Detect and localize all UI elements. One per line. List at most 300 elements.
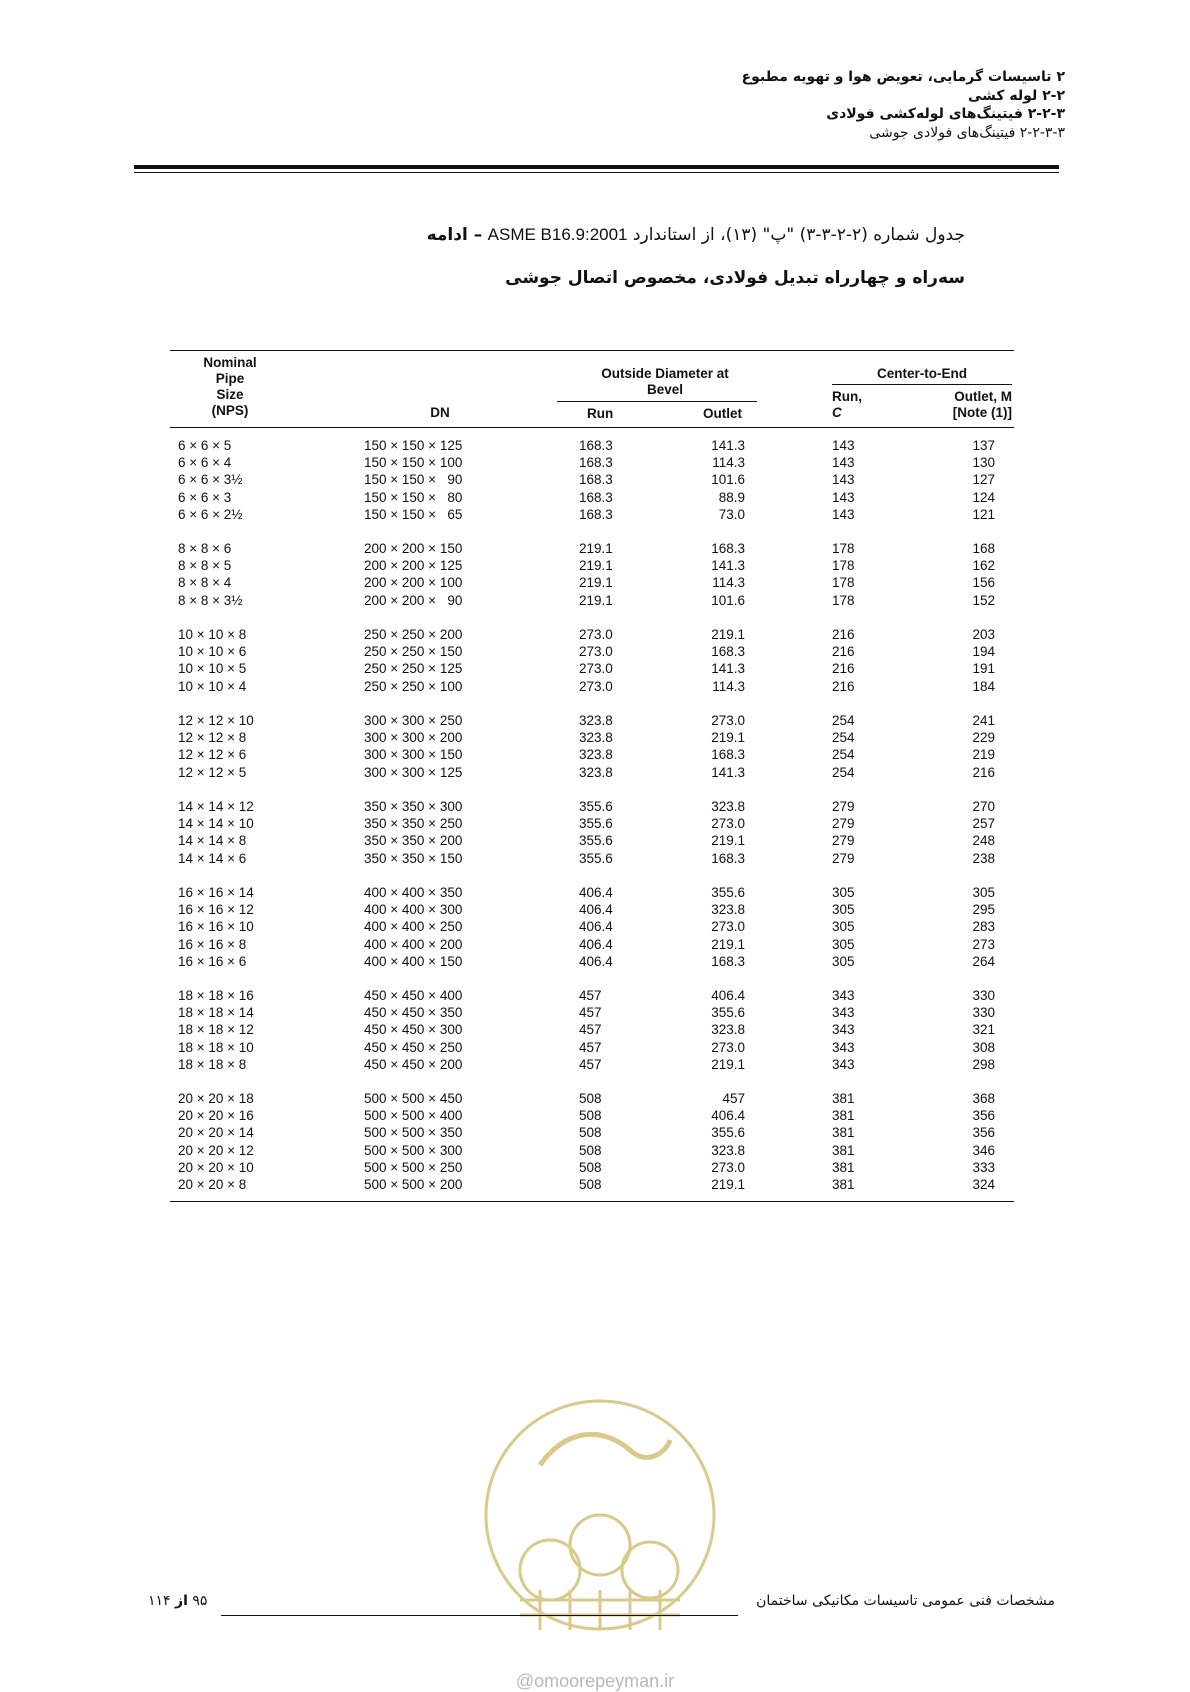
cell-nps: 20 × 20 × 8 (178, 1176, 247, 1192)
cell-nps: 8 × 8 × 3½ (178, 592, 243, 608)
cell-nps: 18 × 18 × 16 (178, 988, 254, 1003)
cell-od-outlet: 355.6 (711, 1005, 745, 1021)
cell-od-outlet: 168.3 (711, 850, 745, 866)
cell-dn: 400 × 400 × 200 (364, 936, 463, 952)
cell-cte-outlet: 194 (972, 644, 995, 660)
cell-od-outlet: 101.6 (711, 592, 745, 608)
cell-cte-run: 381 (832, 1108, 855, 1124)
cell-cte-outlet: 346 (972, 1142, 995, 1158)
seal-watermark-icon (480, 1395, 720, 1635)
cell-cte-outlet: 356 (972, 1125, 995, 1141)
cell-nps: 20 × 20 × 18 (178, 1091, 254, 1106)
cell-dn: 250 × 250 × 100 (364, 678, 463, 694)
cell-cte-outlet: 264 (972, 953, 995, 969)
cell-cte-outlet: 184 (972, 678, 995, 694)
cell-od-run: 219.1 (579, 541, 613, 556)
table-row (170, 712, 1014, 729)
cell-dn: 250 × 250 × 200 (364, 627, 463, 642)
cell-od-outlet: 73.0 (718, 506, 745, 522)
cell-od-outlet: 355.6 (711, 885, 745, 900)
cell-cte-outlet: 330 (972, 988, 995, 1003)
cell-cte-outlet: 156 (972, 575, 995, 591)
table-group-8 (170, 540, 1014, 609)
cell-cte-run: 279 (832, 833, 855, 849)
cell-od-run: 355.6 (579, 799, 613, 814)
cell-cte-run: 143 (832, 438, 855, 453)
cell-dn: 450 × 450 × 200 (364, 1056, 463, 1072)
cell-od-outlet: 323.8 (711, 1142, 745, 1158)
header-od-line-1: Outside Diameter at (601, 366, 729, 381)
page-total: ۱۱۴ (148, 1593, 171, 1609)
cell-cte-outlet: 257 (972, 816, 995, 832)
table-row (170, 489, 1014, 506)
cell-dn: 350 × 350 × 200 (364, 833, 463, 849)
table-top-rule (170, 350, 1014, 351)
cell-cte-run: 143 (832, 489, 855, 505)
cell-od-run: 508 (579, 1176, 602, 1192)
cell-dn: 300 × 300 × 150 (364, 747, 463, 763)
cell-dn: 450 × 450 × 300 (364, 1022, 463, 1038)
cell-od-outlet: 141.3 (711, 661, 745, 677)
table-group-14 (170, 798, 1014, 867)
cell-cte-run: 343 (832, 988, 855, 1003)
table-row (170, 798, 1014, 815)
cell-dn: 400 × 400 × 150 (364, 953, 463, 969)
cell-od-outlet: 273.0 (711, 1039, 745, 1055)
cell-od-outlet: 219.1 (711, 1056, 745, 1072)
table-group-16 (170, 884, 1014, 970)
watermark-site: @omoorepeyman.ir (515, 1671, 675, 1691)
cell-cte-outlet: 241 (972, 713, 995, 728)
cell-od-run: 273.0 (579, 661, 613, 677)
cell-cte-run: 254 (832, 764, 855, 780)
cell-nps: 14 × 14 × 12 (178, 799, 254, 814)
cell-cte-outlet: 356 (972, 1108, 995, 1124)
table-row (170, 1176, 1014, 1193)
cell-cte-outlet: 270 (972, 799, 995, 814)
cell-od-run: 406.4 (579, 919, 613, 935)
cell-od-run: 457 (579, 1039, 602, 1055)
cell-cte-run: 279 (832, 850, 855, 866)
cell-dn: 200 × 200 × 150 (364, 541, 463, 556)
cell-od-run: 323.8 (579, 764, 613, 780)
cell-cte-run: 143 (832, 472, 855, 488)
cell-od-run: 355.6 (579, 816, 613, 832)
cell-od-run: 168.3 (579, 455, 613, 471)
cell-cte-run: 254 (832, 730, 855, 746)
cell-cte-outlet: 137 (972, 438, 995, 453)
cell-dn: 250 × 250 × 150 (364, 644, 463, 660)
cell-od-run: 457 (579, 988, 602, 1003)
table-subtitle: سه‌راه و چهارراه تبدیل فولادی، مخصوص اتصال جوشی (505, 268, 965, 288)
cell-cte-run: 216 (832, 627, 855, 642)
cell-cte-run: 279 (832, 799, 855, 814)
cell-cte-run: 305 (832, 953, 855, 969)
header-rule-thick (134, 165, 1059, 169)
cell-dn: 400 × 400 × 350 (364, 885, 463, 900)
cell-cte-run: 178 (832, 541, 855, 556)
cell-nps: 12 × 12 × 5 (178, 764, 247, 780)
header-cte-outlet (930, 389, 1012, 421)
cell-od-run: 508 (579, 1159, 602, 1175)
cell-cte-run: 381 (832, 1091, 855, 1106)
footer-rule (221, 1615, 738, 1616)
table-caption (165, 225, 965, 245)
table-row (170, 1107, 1014, 1124)
cell-od-run: 457 (579, 1022, 602, 1038)
cell-nps: 20 × 20 × 10 (178, 1159, 254, 1175)
cell-od-outlet: 168.3 (711, 541, 745, 556)
cell-dn: 350 × 350 × 300 (364, 799, 463, 814)
cell-dn: 200 × 200 × 90 (364, 592, 463, 608)
cell-cte-run: 178 (832, 575, 855, 591)
cell-dn: 500 × 500 × 400 (364, 1108, 463, 1124)
table-row (170, 901, 1014, 918)
cell-dn: 350 × 350 × 150 (364, 850, 463, 866)
cell-dn: 150 × 150 × 125 (364, 438, 463, 453)
table-row (170, 1021, 1014, 1038)
cell-od-outlet: 273.0 (711, 1159, 745, 1175)
header-cte-run-line-1: Run, (832, 389, 862, 404)
header-line-4: ۲-۲-۳-۳ فیتینگ‌های فولادی جوشی (869, 124, 1065, 141)
cell-od-outlet: 114.3 (712, 455, 745, 471)
cell-od-run: 273.0 (579, 644, 613, 660)
cell-cte-run: 343 (832, 1039, 855, 1055)
cell-nps: 8 × 8 × 5 (178, 558, 232, 574)
table-row (170, 1159, 1014, 1176)
cell-od-outlet: 457 (722, 1091, 745, 1106)
cell-cte-run: 305 (832, 919, 855, 935)
cell-dn: 150 × 150 × 80 (364, 489, 463, 505)
cell-nps: 20 × 20 × 14 (178, 1125, 254, 1141)
cell-cte-outlet: 321 (972, 1022, 995, 1038)
table-row (170, 918, 1014, 935)
cell-od-run: 457 (579, 1005, 602, 1021)
cell-od-outlet: 114.3 (712, 575, 745, 591)
cell-nps: 18 × 18 × 14 (178, 1005, 254, 1021)
cell-od-outlet: 273.0 (711, 816, 745, 832)
cell-od-outlet: 168.3 (711, 953, 745, 969)
cell-cte-outlet: 333 (972, 1159, 995, 1175)
cell-cte-outlet: 219 (972, 747, 995, 763)
cell-od-run: 219.1 (579, 575, 613, 591)
cell-cte-outlet: 168 (972, 541, 995, 556)
cell-cte-outlet: 124 (972, 489, 995, 505)
cell-od-outlet: 406.4 (711, 988, 745, 1003)
cell-nps: 20 × 20 × 12 (178, 1142, 254, 1158)
table-row (170, 471, 1014, 488)
cell-od-outlet: 273.0 (711, 713, 745, 728)
header-nps-line-2: Pipe (215, 371, 245, 386)
cell-od-run: 219.1 (579, 558, 613, 574)
cell-nps: 6 × 6 × 3½ (178, 472, 243, 488)
cell-dn: 450 × 450 × 400 (364, 988, 463, 1003)
table-row (170, 1004, 1014, 1021)
cell-cte-run: 178 (832, 592, 855, 608)
cell-cte-outlet: 238 (972, 850, 995, 866)
cell-cte-run: 143 (832, 455, 855, 471)
cell-od-run: 323.8 (579, 730, 613, 746)
cell-cte-outlet: 191 (972, 661, 995, 677)
cell-cte-outlet: 229 (972, 730, 995, 746)
table-row (170, 454, 1014, 471)
cell-cte-outlet: 298 (972, 1056, 995, 1072)
cell-cte-run: 381 (832, 1159, 855, 1175)
cell-cte-run: 381 (832, 1176, 855, 1192)
cell-cte-outlet: 121 (972, 506, 995, 522)
cell-cte-outlet: 130 (972, 455, 995, 471)
cell-dn: 150 × 150 × 100 (364, 455, 463, 471)
table-row (170, 643, 1014, 660)
header-cte-run (832, 389, 862, 421)
cell-cte-outlet: 152 (972, 592, 995, 608)
cell-nps: 12 × 12 × 10 (178, 713, 254, 728)
cell-dn: 200 × 200 × 125 (364, 558, 463, 574)
cell-cte-outlet: 127 (972, 472, 995, 488)
header-od-outlet: Outlet (703, 406, 742, 421)
cell-od-run: 168.3 (579, 438, 613, 453)
header-cte-run-line-2: C (832, 405, 842, 420)
header-dn: DN (430, 405, 450, 420)
cell-nps: 10 × 10 × 4 (178, 678, 247, 694)
cell-nps: 6 × 6 × 2½ (178, 506, 243, 522)
cell-cte-run: 254 (832, 747, 855, 763)
cell-dn: 450 × 450 × 350 (364, 1005, 463, 1021)
cell-cte-outlet: 283 (972, 919, 995, 935)
cell-dn: 400 × 400 × 250 (364, 919, 463, 935)
table-row (170, 1039, 1014, 1056)
cell-od-outlet: 168.3 (711, 747, 745, 763)
cell-cte-run: 343 (832, 1022, 855, 1038)
cell-od-outlet: 141.3 (711, 558, 745, 574)
od-group-rule (557, 401, 757, 402)
cell-od-outlet: 219.1 (711, 730, 745, 746)
table-row (170, 832, 1014, 849)
cell-od-outlet: 323.8 (711, 902, 745, 918)
cell-cte-outlet: 330 (972, 1005, 995, 1021)
cell-dn: 150 × 150 × 65 (364, 506, 463, 522)
caption-continued: – ادامه (426, 225, 483, 245)
cell-cte-run: 279 (832, 816, 855, 832)
cte-group-rule (832, 384, 1012, 385)
cell-nps: 16 × 16 × 6 (178, 953, 247, 969)
cell-cte-outlet: 324 (972, 1176, 995, 1192)
table-row (170, 1142, 1014, 1159)
table-row (170, 936, 1014, 953)
cell-od-outlet: 141.3 (711, 438, 745, 453)
table-row (170, 506, 1014, 523)
table-row (170, 987, 1014, 1004)
cell-cte-outlet: 308 (972, 1039, 995, 1055)
cell-od-outlet: 406.4 (711, 1108, 745, 1124)
cell-dn: 300 × 300 × 200 (364, 730, 463, 746)
table-row (170, 592, 1014, 609)
cell-dn: 500 × 500 × 300 (364, 1142, 463, 1158)
header-rule-thin (134, 172, 1059, 173)
header-line-1: ۲ تاسیسات گرمایی، تعویض هوا و تهویه مطبوع (741, 69, 1065, 85)
cell-nps: 18 × 18 × 12 (178, 1022, 254, 1038)
cell-nps: 10 × 10 × 8 (178, 627, 247, 642)
table-row (170, 557, 1014, 574)
cell-od-outlet: 219.1 (711, 627, 745, 642)
cell-od-run: 457 (579, 1056, 602, 1072)
cell-od-run: 355.6 (579, 850, 613, 866)
table-row (170, 884, 1014, 901)
table-row (170, 850, 1014, 867)
cell-dn: 450 × 450 × 250 (364, 1039, 463, 1055)
cell-nps: 10 × 10 × 6 (178, 644, 247, 660)
cell-dn: 500 × 500 × 450 (364, 1091, 463, 1106)
cell-od-run: 406.4 (579, 885, 613, 900)
table-header (170, 350, 1014, 351)
caption-prefix: جدول شماره (۲-۲-۳-۳) "پ" (۱۳)، از استاندارد (632, 225, 965, 245)
cell-dn: 500 × 500 × 350 (364, 1125, 463, 1141)
caption-standard: ASME B16.9:2001 (487, 225, 628, 244)
cell-cte-outlet: 162 (972, 558, 995, 574)
table-group-18 (170, 987, 1014, 1073)
table-row (170, 815, 1014, 832)
cell-nps: 16 × 16 × 12 (178, 902, 254, 918)
cell-od-outlet: 141.3 (711, 764, 745, 780)
cell-cte-run: 305 (832, 936, 855, 952)
header-nps-line-1: Nominal (203, 355, 257, 370)
header-nps (180, 355, 280, 419)
cell-cte-run: 381 (832, 1125, 855, 1141)
cell-cte-outlet: 216 (972, 764, 995, 780)
header-bottom-rule (170, 427, 1014, 428)
cell-dn: 250 × 250 × 125 (364, 661, 463, 677)
cell-nps: 20 × 20 × 16 (178, 1108, 254, 1124)
cell-cte-outlet: 295 (972, 902, 995, 918)
cell-nps: 8 × 8 × 6 (178, 541, 232, 556)
cell-nps: 18 × 18 × 8 (178, 1056, 247, 1072)
cell-cte-run: 254 (832, 713, 855, 728)
document-title: مشخصات فنی عمومی تاسیسات مکانیکی ساختمان (756, 1593, 1055, 1609)
header-od-line-2: Bevel (646, 382, 684, 397)
cell-cte-run: 216 (832, 661, 855, 677)
cell-od-run: 323.8 (579, 713, 613, 728)
header-nps-line-4: (NPS) (211, 403, 249, 418)
cell-nps: 14 × 14 × 8 (178, 833, 247, 849)
cell-cte-run: 305 (832, 902, 855, 918)
cell-od-outlet: 323.8 (711, 799, 745, 814)
cell-nps: 16 × 16 × 10 (178, 919, 254, 935)
cell-od-run: 168.3 (579, 472, 613, 488)
cell-dn: 500 × 500 × 250 (364, 1159, 463, 1175)
cell-dn: 150 × 150 × 90 (364, 472, 463, 488)
table-group-12 (170, 712, 1014, 781)
cell-od-run: 508 (579, 1142, 602, 1158)
cell-od-outlet: 219.1 (711, 833, 745, 849)
cell-od-run: 168.3 (579, 489, 613, 505)
table-row (170, 764, 1014, 781)
cell-cte-run: 216 (832, 644, 855, 660)
page-number (148, 1593, 207, 1609)
cell-od-outlet: 355.6 (711, 1125, 745, 1141)
header-line-2: ۲-۲ لوله کشی (968, 87, 1065, 104)
table-row (170, 437, 1014, 454)
cell-nps: 14 × 14 × 6 (178, 850, 247, 866)
cell-od-outlet: 273.0 (711, 919, 745, 935)
cell-nps: 14 × 14 × 10 (178, 816, 254, 832)
cell-od-run: 355.6 (579, 833, 613, 849)
cell-od-outlet: 219.1 (711, 1176, 745, 1192)
cell-dn: 400 × 400 × 300 (364, 902, 463, 918)
cell-dn: 200 × 200 × 100 (364, 575, 463, 591)
cell-nps: 16 × 16 × 8 (178, 936, 247, 952)
table-row (170, 660, 1014, 677)
cell-cte-outlet: 305 (972, 885, 995, 900)
cell-dn: 300 × 300 × 125 (364, 764, 463, 780)
table-row (170, 574, 1014, 591)
cell-cte-run: 178 (832, 558, 855, 574)
cell-nps: 10 × 10 × 5 (178, 661, 247, 677)
cell-dn: 500 × 500 × 200 (364, 1176, 463, 1192)
table-row (170, 729, 1014, 746)
header-od-run: Run (587, 406, 614, 421)
cell-od-run: 406.4 (579, 902, 613, 918)
cell-od-run: 219.1 (579, 592, 613, 608)
page-current: ۹۵ (192, 1593, 208, 1609)
cell-dn: 350 × 350 × 250 (364, 816, 463, 832)
cell-od-run: 508 (579, 1108, 602, 1124)
cell-cte-outlet: 203 (972, 627, 995, 642)
cell-nps: 6 × 6 × 4 (178, 455, 232, 471)
cell-cte-run: 143 (832, 506, 855, 522)
cell-od-run: 508 (579, 1125, 602, 1141)
table-bottom-rule (170, 1201, 1014, 1202)
cell-od-run: 273.0 (579, 627, 613, 642)
cell-cte-outlet: 273 (972, 936, 995, 952)
cell-cte-run: 216 (832, 678, 855, 694)
cell-nps: 12 × 12 × 6 (178, 747, 247, 763)
cell-cte-outlet: 248 (972, 833, 995, 849)
table-row (170, 540, 1014, 557)
cell-od-outlet: 101.6 (711, 472, 745, 488)
cell-cte-run: 343 (832, 1005, 855, 1021)
cell-cte-run: 305 (832, 885, 855, 900)
cell-od-outlet: 168.3 (711, 644, 745, 660)
cell-od-outlet: 219.1 (711, 936, 745, 952)
cell-od-run: 508 (579, 1091, 602, 1106)
cell-od-outlet: 88.9 (718, 489, 745, 505)
cell-nps: 18 × 18 × 10 (178, 1039, 254, 1055)
header-line-3: ۲-۲-۳ فیتینگ‌های لوله‌کشی فولادی (826, 106, 1065, 122)
table-row (170, 626, 1014, 643)
cell-nps: 12 × 12 × 8 (178, 730, 247, 746)
cell-dn: 300 × 300 × 250 (364, 713, 463, 728)
table-row (170, 1056, 1014, 1073)
section-header (365, 68, 1065, 142)
table-row (170, 1124, 1014, 1141)
header-cte-group: Center-to-End (877, 366, 967, 381)
cell-od-run: 273.0 (579, 678, 613, 694)
cell-nps: 16 × 16 × 14 (178, 885, 254, 900)
cell-cte-run: 381 (832, 1142, 855, 1158)
cell-od-run: 323.8 (579, 747, 613, 763)
table-group-6 (170, 437, 1014, 523)
cell-cte-run: 343 (832, 1056, 855, 1072)
cell-nps: 6 × 6 × 5 (178, 438, 232, 453)
cell-od-run: 406.4 (579, 953, 613, 969)
table-group-20 (170, 1090, 1014, 1193)
table-row (170, 1090, 1014, 1107)
table-row (170, 678, 1014, 695)
cell-od-outlet: 114.3 (712, 678, 745, 694)
cell-nps: 6 × 6 × 3 (178, 489, 232, 505)
table-row (170, 953, 1014, 970)
header-nps-line-3: Size (216, 387, 244, 402)
